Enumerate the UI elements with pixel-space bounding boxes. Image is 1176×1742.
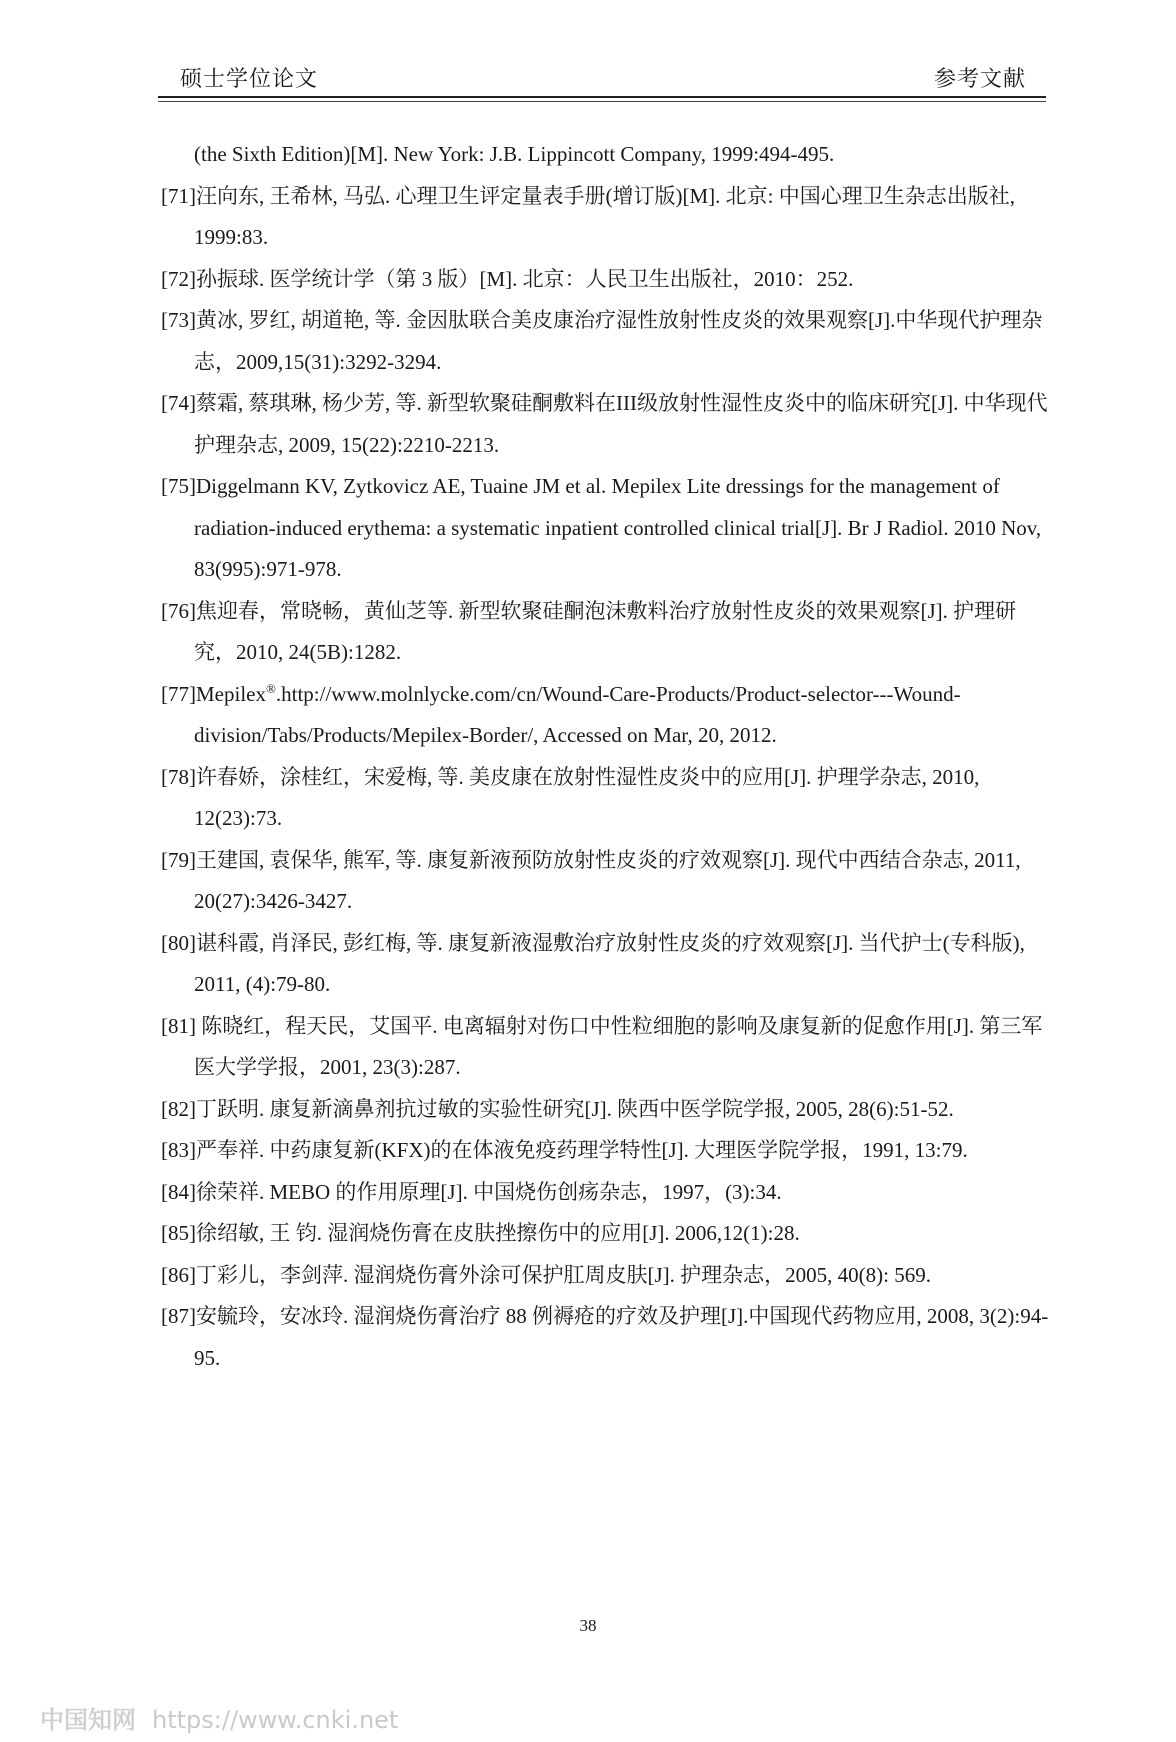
reference-entry: [85]徐绍敏, 王 钧. 湿润烧伤膏在皮肤挫擦伤中的应用[J]. 2006,12(1):28. (161, 1221, 800, 1245)
header-rule (158, 96, 1046, 98)
thesis-type-label: 硕士学位论文 (180, 67, 319, 92)
reference-entry: [84]徐荣祥. MEBO 的作用原理[J]. 中国烧伤创疡杂志，1997，(3):34. (161, 1179, 782, 1204)
reference-entry: [71]汪向东, 王希林, 马弘. 心理卫生评定量表手册(增订版)[M]. 北京: 中国心理卫生杂志出版社, 1999:83. (161, 183, 1015, 249)
reference-entry: [75]Diggelmann KV, Zytkovicz AE, Tuaine JM et al. Mepilex Lite dressings for the management of radiation-induced erythema: a systematic inpatient controlled clinical trial[J]. Br J Radiol. 2010 Nov, 83(995):971-978. (161, 474, 1042, 581)
cnki-watermark (40, 1700, 398, 1735)
reference-entry: [74]蔡霜, 蔡琪琳, 杨少芳, 等. 新型软聚硅酮敷料在III级放射性湿性皮炎中的临床研究[J]. 中华现代护理杂志, 2009, 15(22):2210-2213. (161, 391, 1048, 457)
reference-entry-body: .http://www.molnlycke.com/cn/Wound-Care-Products/Product-selector---Wound-division/Tabs/Products/Mepilex-Border/, Accessed on Mar, 20, 2012. (194, 681, 961, 747)
watermark-url: https://www.cnki.net (152, 1706, 399, 1734)
registered-mark: ® (265, 680, 276, 696)
reference-list (161, 134, 1051, 1379)
reference-entry: [79]王建国, 袁保华, 熊军, 等. 康复新液预防放射性皮炎的疗效观察[J]. 现代中西结合杂志, 2011, 20(27):3426-3427. (161, 847, 1021, 913)
page-number: 38 (579, 1616, 597, 1635)
page-header (158, 58, 1046, 98)
reference-entry: [87]安毓玲，安冰玲. 湿润烧伤膏治疗 88 例褥疮的疗效及护理[J].中国现代药物应用, 2008, 3(2):94-95. (161, 1304, 1049, 1370)
reference-entry: [78]许春娇，涂桂红，宋爱梅, 等. 美皮康在放射性湿性皮炎中的应用[J]. 护理学杂志, 2010, 12(23):73. (161, 764, 980, 830)
reference-entry: [80]谌科霞, 肖泽民, 彭红梅, 等. 康复新液湿敷治疗放射性皮炎的疗效观察[J]. 当代护士(专科版), 2011, (4):79-80. (161, 930, 1025, 996)
reference-entry: (the Sixth Edition)[M]. New York: J.B. Lippincott Company, 1999:494-495. (194, 142, 835, 166)
reference-entry: [73]黄冰, 罗红, 胡道艳, 等. 金因肽联合美皮康治疗湿性放射性皮炎的效果观察[J].中华现代护理杂志，2009,15(31):3292-3294. (161, 308, 1043, 374)
reference-entry: [83]严奉祥. 中药康复新(KFX)的在体液免疫药理学特性[J]. 大理医学院学报，1991, 13:79. (161, 1138, 968, 1162)
reference-entry: [86]丁彩儿，李剑萍. 湿润烧伤膏外涂可保护肛周皮肤[J]. 护理杂志，2005, 40(8): 569. (161, 1262, 931, 1287)
reference-entry: [81] 陈晓红，程天民，艾国平. 电离辐射对伤口中性粒细胞的影响及康复新的促愈作用[J]. 第三军医大学学报，2001, 23(3):287. (161, 1013, 1043, 1079)
reference-entry-prefix: [77]Mepilex (161, 681, 266, 706)
reference-entry: [82]丁跃明. 康复新滴鼻剂抗过敏的实验性研究[J]. 陕西中医学院学报, 2005, 28(6):51-52. (161, 1096, 954, 1121)
header-rule-secondary (158, 101, 1046, 102)
reference-entry: [76]焦迎春，常晓畅，黄仙芝等. 新型软聚硅酮泡沫敷料治疗放射性皮炎的效果观察[J]. 护理研究，2010, 24(5B):1282. (161, 598, 1017, 664)
reference-entry: [72]孙振球. 医学统计学（第 3 版）[M]. 北京：人民卫生出版社，2010：252. (161, 266, 854, 291)
watermark-brand: 中国知网 (40, 1706, 136, 1734)
section-title: 参考文献 (933, 67, 1026, 92)
reference-entry (161, 674, 1051, 757)
